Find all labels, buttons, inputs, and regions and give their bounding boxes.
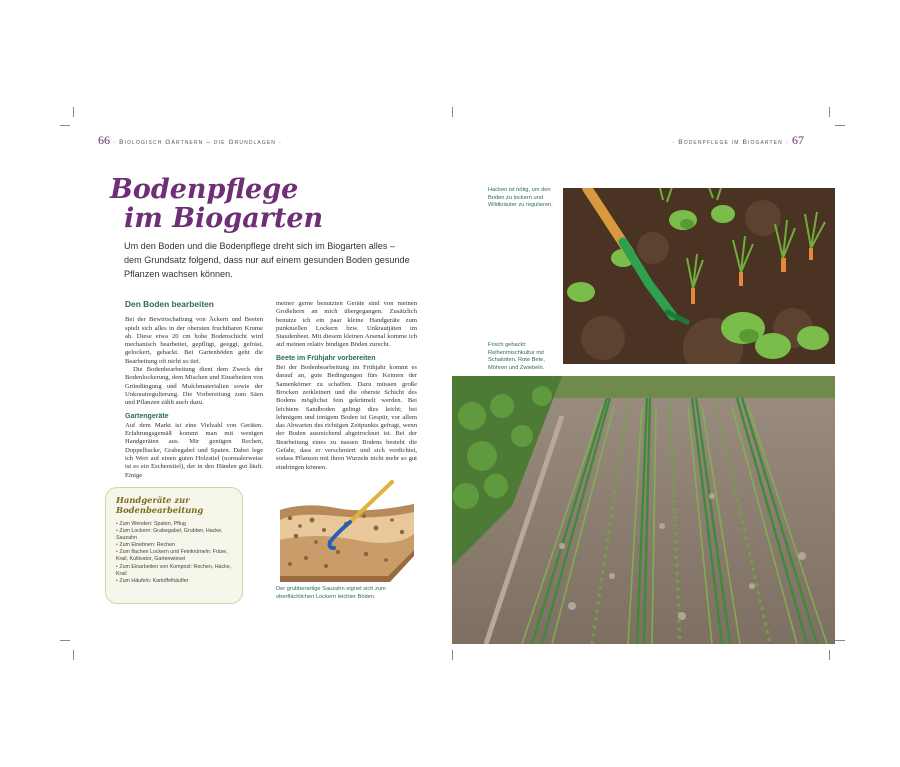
text-column-1 <box>125 300 263 480</box>
tools-info-box <box>105 487 243 604</box>
paragraph: meiner gerne benutzten Geräte sind von meinen Großeltern an mich übergegangen. Zusätzlich benutze ich ein paar kleine Handgeräte zum punktuellen Lockern bzw. Unkrautjäten im Staudenbeet. Mit diesem kleinen Arsenal komme ich auf meinen relativ bindigen Böden zurecht. <box>276 300 417 349</box>
running-head-right <box>672 133 804 148</box>
tools-list <box>116 521 232 585</box>
sauzahn-illustration <box>276 480 418 584</box>
list-item: • Zum Häufeln: Kartoffelhäufler <box>116 578 232 585</box>
section-heading: Den Boden bearbeiten <box>125 299 214 309</box>
running-head-right-text: · Bodenpflege im Biogarten · <box>671 139 790 146</box>
list-item: • Zum Lockern: Grabegabel, Grubber, Hacke, Sauzahn <box>116 528 232 542</box>
hoeing-photo <box>563 188 835 364</box>
page-title <box>110 175 323 233</box>
paragraph: Bei der Bodenbearbeitung im Frühjahr kommt es darauf an, gute Bedingungen fürs Keimen der Samenkörner zu schaffen. Dazu müssen große Brocken zerkleinert und die oberste Schicht des Bodens möglichst fein gekrümelt werden. Bei leichtem Sandboden gelingt dies leicht; bei lehmigem und tonigem Boden ist Gespür, vor allem das Abwarten des richtigen Zeitpunkts gefragt, wenn der Boden ausreichend abgetrocknet ist. Bei der Bearbeitung eines zu nassen Bodens besteht die Gefahr, dass er verschmiert und sich verdichtet, sodass Pflanzen mit ihren Wurzeln nicht mehr so gut eindringen können. <box>276 364 417 471</box>
paragraph: Auf dem Markt ist eine Vielzahl von Geräten. Erfahrungsgemäß kommt man mit wenigen Handgeräten aus. Mir genügen Rechen, Doppelhacke, Grabegabel und Spaten. Dabei lege ich Wert auf einen guten Holzstiel (normalerweise ist es ein Eschenstiel), der in den Händen gut läuft. Einige <box>125 421 263 479</box>
crop-mark <box>452 650 453 660</box>
vegetable-rows-photo <box>452 376 835 644</box>
paragraph: Die Bodenbearbeitung dient dem Zweck der Bodenlockerung, dem Mischen und Einarbeiten von Gründüngung und Mulchmaterialien sowie der Unkrautregulierung. Die Vorbereitung zum Säen und Pflanzen zählt auch dazu. <box>125 366 263 407</box>
illustration-caption: Der grubberartige Sauzahn eignet sich zum oberflächlichen Lockern leichter Böden. <box>276 586 386 600</box>
title-line-2: im Biogarten <box>124 203 324 234</box>
title-line-1: Bodenpflege <box>110 174 299 205</box>
crop-mark <box>73 107 74 117</box>
running-head-left <box>98 133 282 148</box>
paragraph: Bei der Bewirtschaftung von Äckern und Beeten spielt sich alles in der obersten fruchtbaren Krume ab. Diese etwa 20 cm hohe Bodenschicht wird mechanisch bearbeitet, gepflügt, geeggt, gefräst, gelockert, gehackt. Bei Gartenböden geht die Bearbeitung oft nicht so tief. <box>125 316 263 365</box>
rows-photo-caption: Frisch gehackt: Reihenmischkultur mit Schalotten, Rote Bete, Möhren und Zwiebeln. <box>488 342 545 371</box>
page-number-left: 66 <box>98 133 110 147</box>
page-number-right: 67 <box>792 133 804 147</box>
crop-mark <box>60 125 70 126</box>
subheading: Gartengeräte <box>125 412 169 420</box>
crop-mark <box>835 125 845 126</box>
hoe-photo-caption: Hacken ist nötig, um den Boden zu lockern und Wildkräuter zu regulieren. <box>488 187 553 209</box>
lead-paragraph: Um den Boden und die Bodenpflege dreht sich im Biogarten alles – dem Grundsatz folgend, dass nur auf einem gesunden Boden gesunde Pflanzen wachsen können. <box>124 241 410 279</box>
list-item: • Zum flachen Lockern und Feinkrümeln: Fräse, Krail, Kultivator, Gartenwiesel <box>116 549 232 563</box>
list-item: • Zum Einarbeiten von Kompost: Rechen, Hacke, Krail <box>116 564 232 578</box>
running-head-left-text: · Biologisch Gärtnern – die Grundlagen · <box>112 139 283 146</box>
crop-mark <box>835 640 845 641</box>
crop-mark <box>452 107 453 117</box>
text-column-2 <box>276 300 417 472</box>
subheading: Beete im Frühjahr vorbereiten <box>276 354 376 362</box>
crop-mark <box>60 640 70 641</box>
list-item: • Zum Wenden: Spaten, Pflug <box>116 521 232 528</box>
crop-mark <box>829 650 830 660</box>
list-item: • Zum Einebnen: Rechen <box>116 542 232 549</box>
crop-mark <box>829 107 830 117</box>
crop-mark <box>73 650 74 660</box>
box-title: Handgeräte zur Bodenbearbeitung <box>116 495 204 515</box>
